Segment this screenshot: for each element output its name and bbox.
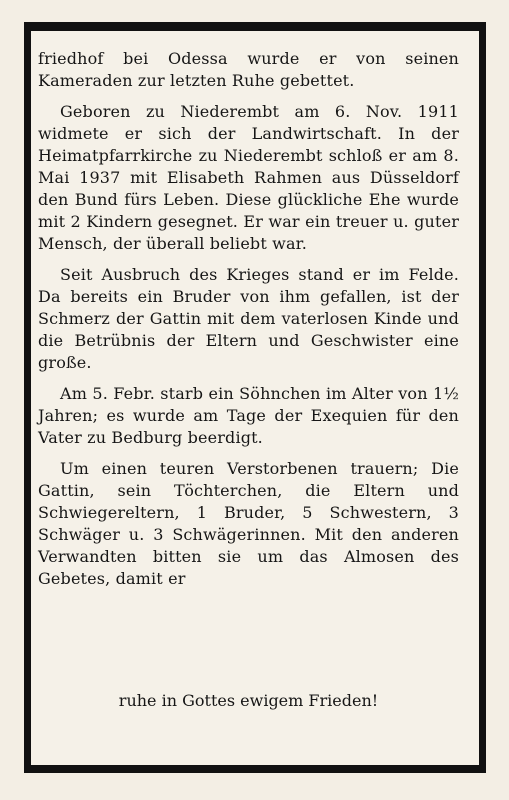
paragraph-biography: Geboren zu Niederembt am 6. Nov. 1911 widmete er sich der Landwirtschaft. In der Heimatpfarrkirche zu Niederembt schloß er am 8. Mai 1937 mit Elisabeth Rahmen aus Düsseldorf den Bund fürs Leben. Diese glückliche Ehe wurde mit 2 Kindern gesegnet. Er war ein treuer u. guter Mensch, der überall beliebt war. xyxy=(38,102,459,253)
closing-line: ruhe in Gottes ewigem Frieden! xyxy=(118,691,379,710)
paragraph-burial: friedhof bei Odessa wurde er von seinen Kameraden zur letzten Ruhe gebettet. xyxy=(38,49,459,90)
paragraph-son: Am 5. Febr. starb ein Söhnchen im Alter von 1½ Jahren; es wurde am Tage der Exequien für den Vater zu Bedburg beerdigt. xyxy=(38,384,459,447)
paragraph-mourners: Um einen teuren Verstorbenen trauern; Die Gattin, sein Töchterchen, die Eltern und Schwiegereltern, 1 Bruder, 5 Schwestern, 3 Schwäger u. 3 Schwägerinnen. Mit den anderen Verwandten bitten sie um das Almosen des Gebetes, damit er xyxy=(38,459,459,588)
card-text-body xyxy=(38,48,459,599)
paragraph-war: Seit Ausbruch des Krieges stand er im Felde. Da bereits ein Bruder von ihm gefallen, ist der Schmerz der Gattin mit dem vaterlosen Kinde und die Betrübnis der Eltern und Geschwister eine große. xyxy=(38,265,459,372)
